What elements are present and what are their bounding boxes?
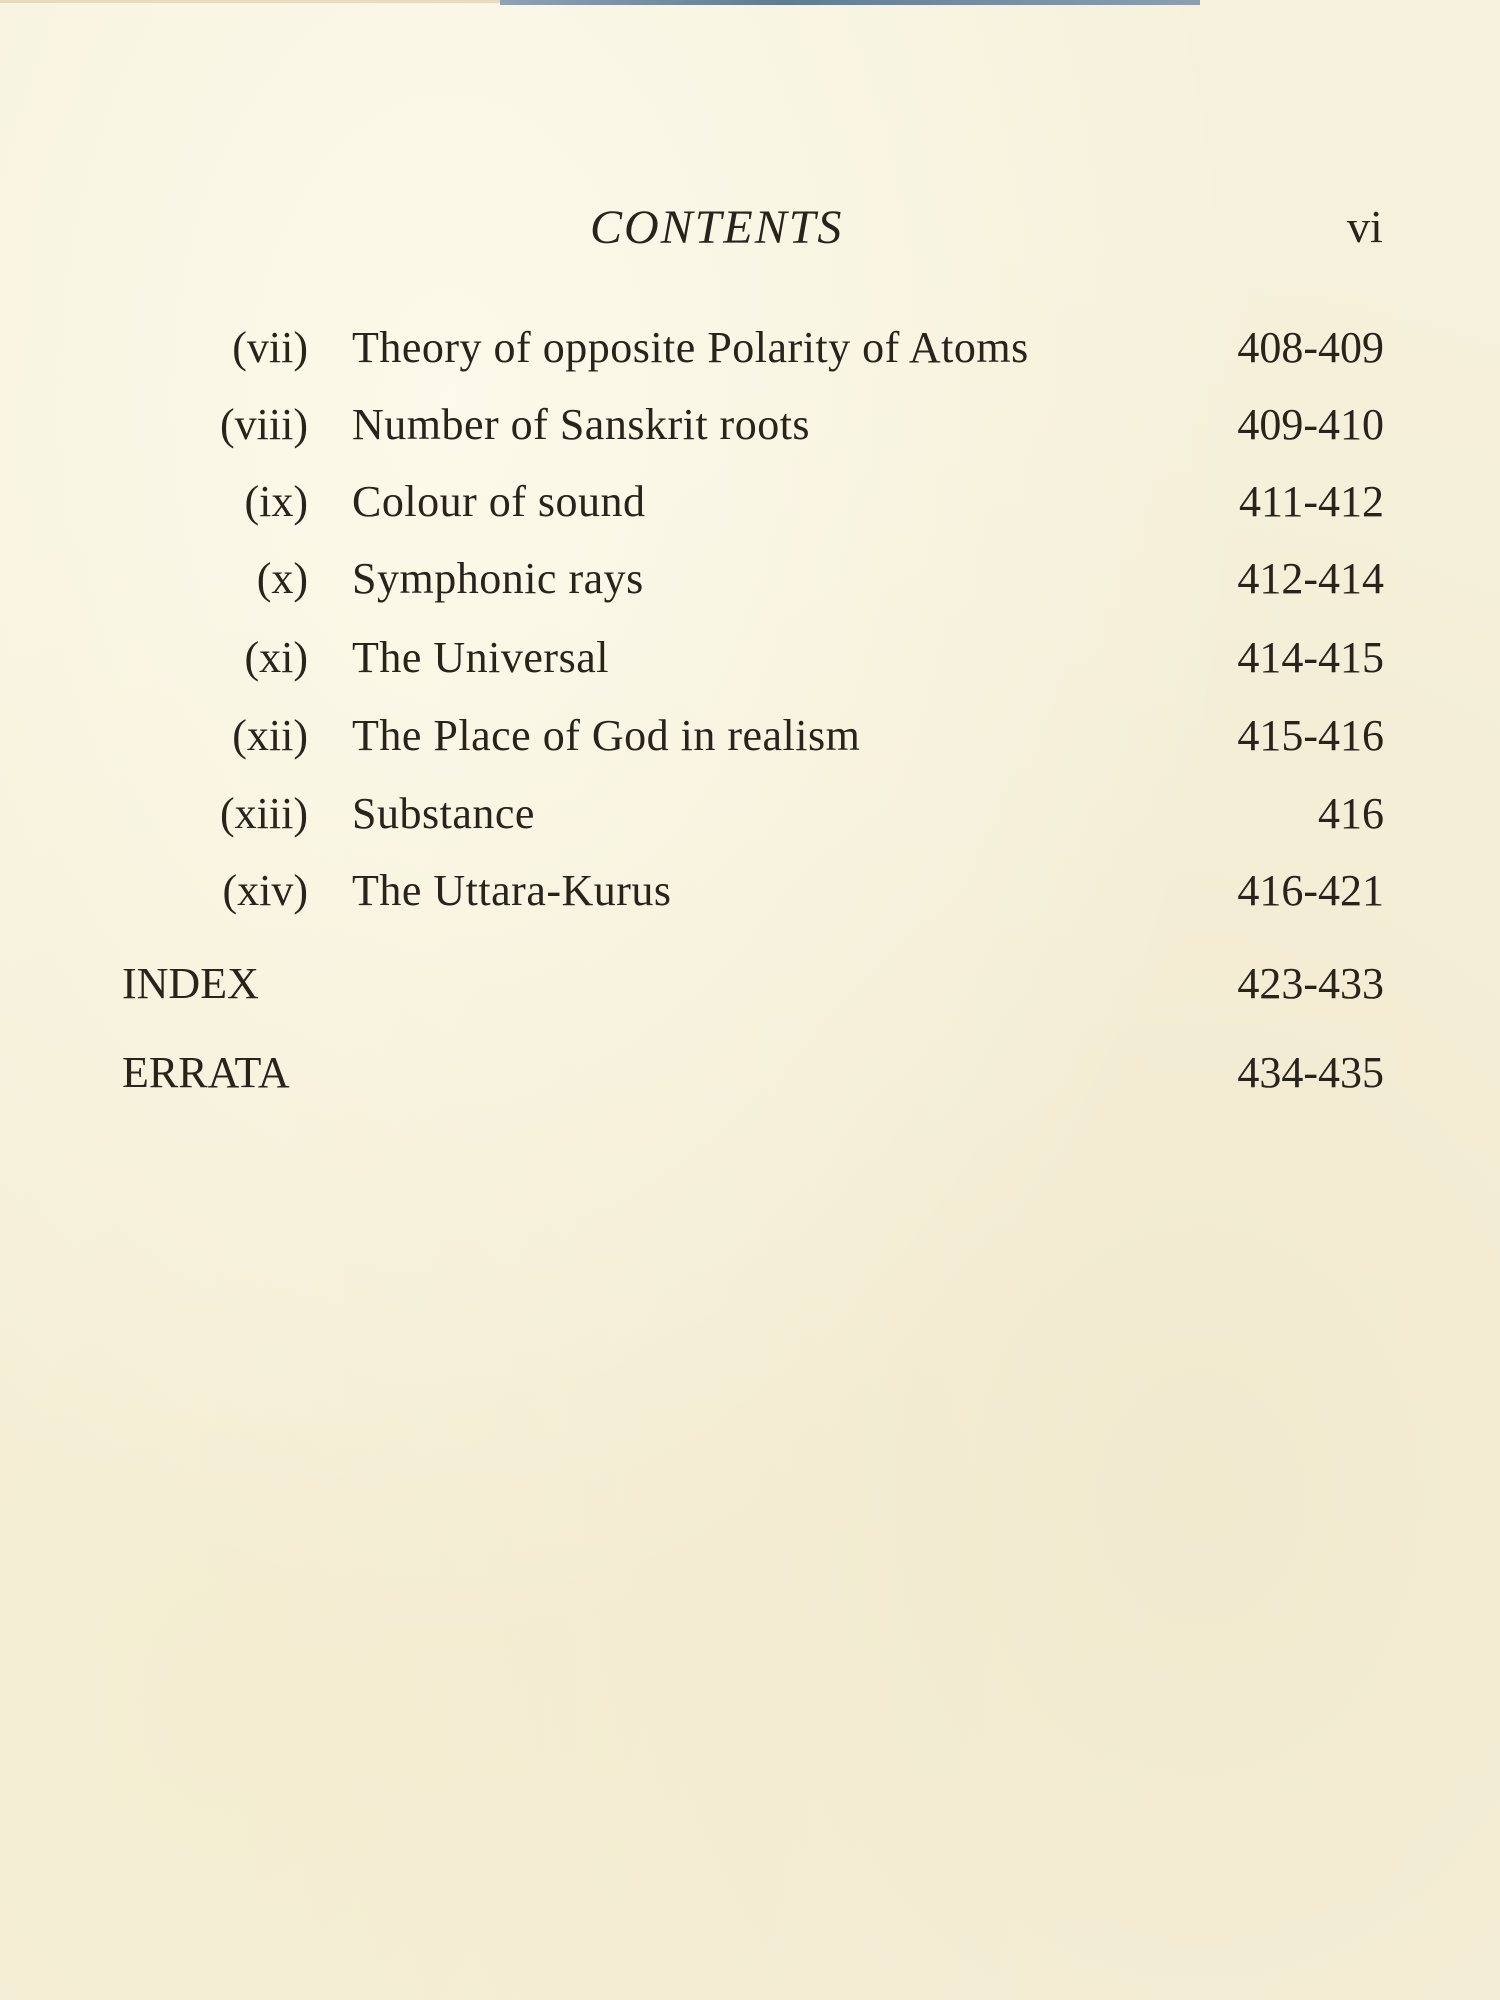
toc-entry-number: (vii): [232, 323, 308, 372]
toc-entry-title: Substance: [352, 789, 535, 838]
toc-entry: [0, 632, 1500, 692]
page-top-edge: [0, 0, 500, 3]
toc-entry: [0, 788, 1500, 848]
back-matter-pages: 423-433: [1237, 959, 1384, 1008]
toc-entry-number: (ix): [244, 477, 308, 526]
back-matter-title: ERRATA: [122, 1048, 290, 1097]
toc-entry-pages: 411-412: [1238, 477, 1384, 526]
toc-entry: [0, 710, 1500, 770]
toc-entry: [0, 553, 1500, 613]
toc-entry-title: Number of Sanskrit roots: [352, 400, 811, 449]
toc-entry-title: Symphonic rays: [352, 554, 644, 603]
toc-entry-pages: 416: [1318, 789, 1384, 838]
toc-entry-title: Colour of sound: [352, 477, 646, 526]
running-title: CONTENTS: [590, 201, 844, 254]
page-number: vi: [1347, 201, 1383, 252]
toc-entry: [0, 322, 1500, 382]
toc-entry: [0, 865, 1500, 925]
back-matter-title: INDEX: [122, 959, 259, 1008]
toc-entry-number: (xiii): [220, 789, 308, 838]
toc-entry-title: The Universal: [352, 633, 609, 682]
toc-entry-number: (xi): [244, 633, 308, 682]
toc-entry-title: The Uttara-Kurus: [352, 866, 672, 915]
back-matter-entry: [0, 1047, 1500, 1107]
toc-entry-pages: 414-415: [1237, 633, 1384, 682]
toc-entry: [0, 476, 1500, 536]
running-head: [0, 200, 1500, 260]
toc-entry: [0, 399, 1500, 459]
toc-entry-number: (x): [256, 554, 308, 603]
toc-entry-pages: 416-421: [1237, 866, 1384, 915]
cover-edge-strip: [500, 0, 1200, 5]
toc-entry-pages: 408-409: [1237, 323, 1384, 372]
toc-entry-title: The Place of God in realism: [352, 711, 861, 760]
toc-entry-number: (viii): [220, 400, 308, 449]
toc-entry-title: Theory of opposite Polarity of Atoms: [352, 323, 1029, 372]
toc-entry-pages: 412-414: [1237, 554, 1384, 603]
toc-entry-pages: 409-410: [1237, 400, 1384, 449]
back-matter-entry: [0, 958, 1500, 1018]
toc-entry-pages: 415-416: [1237, 711, 1384, 760]
toc-entry-number: (xii): [232, 711, 308, 760]
toc-entry-number: (xiv): [222, 866, 308, 915]
back-matter-pages: 434-435: [1237, 1048, 1384, 1097]
